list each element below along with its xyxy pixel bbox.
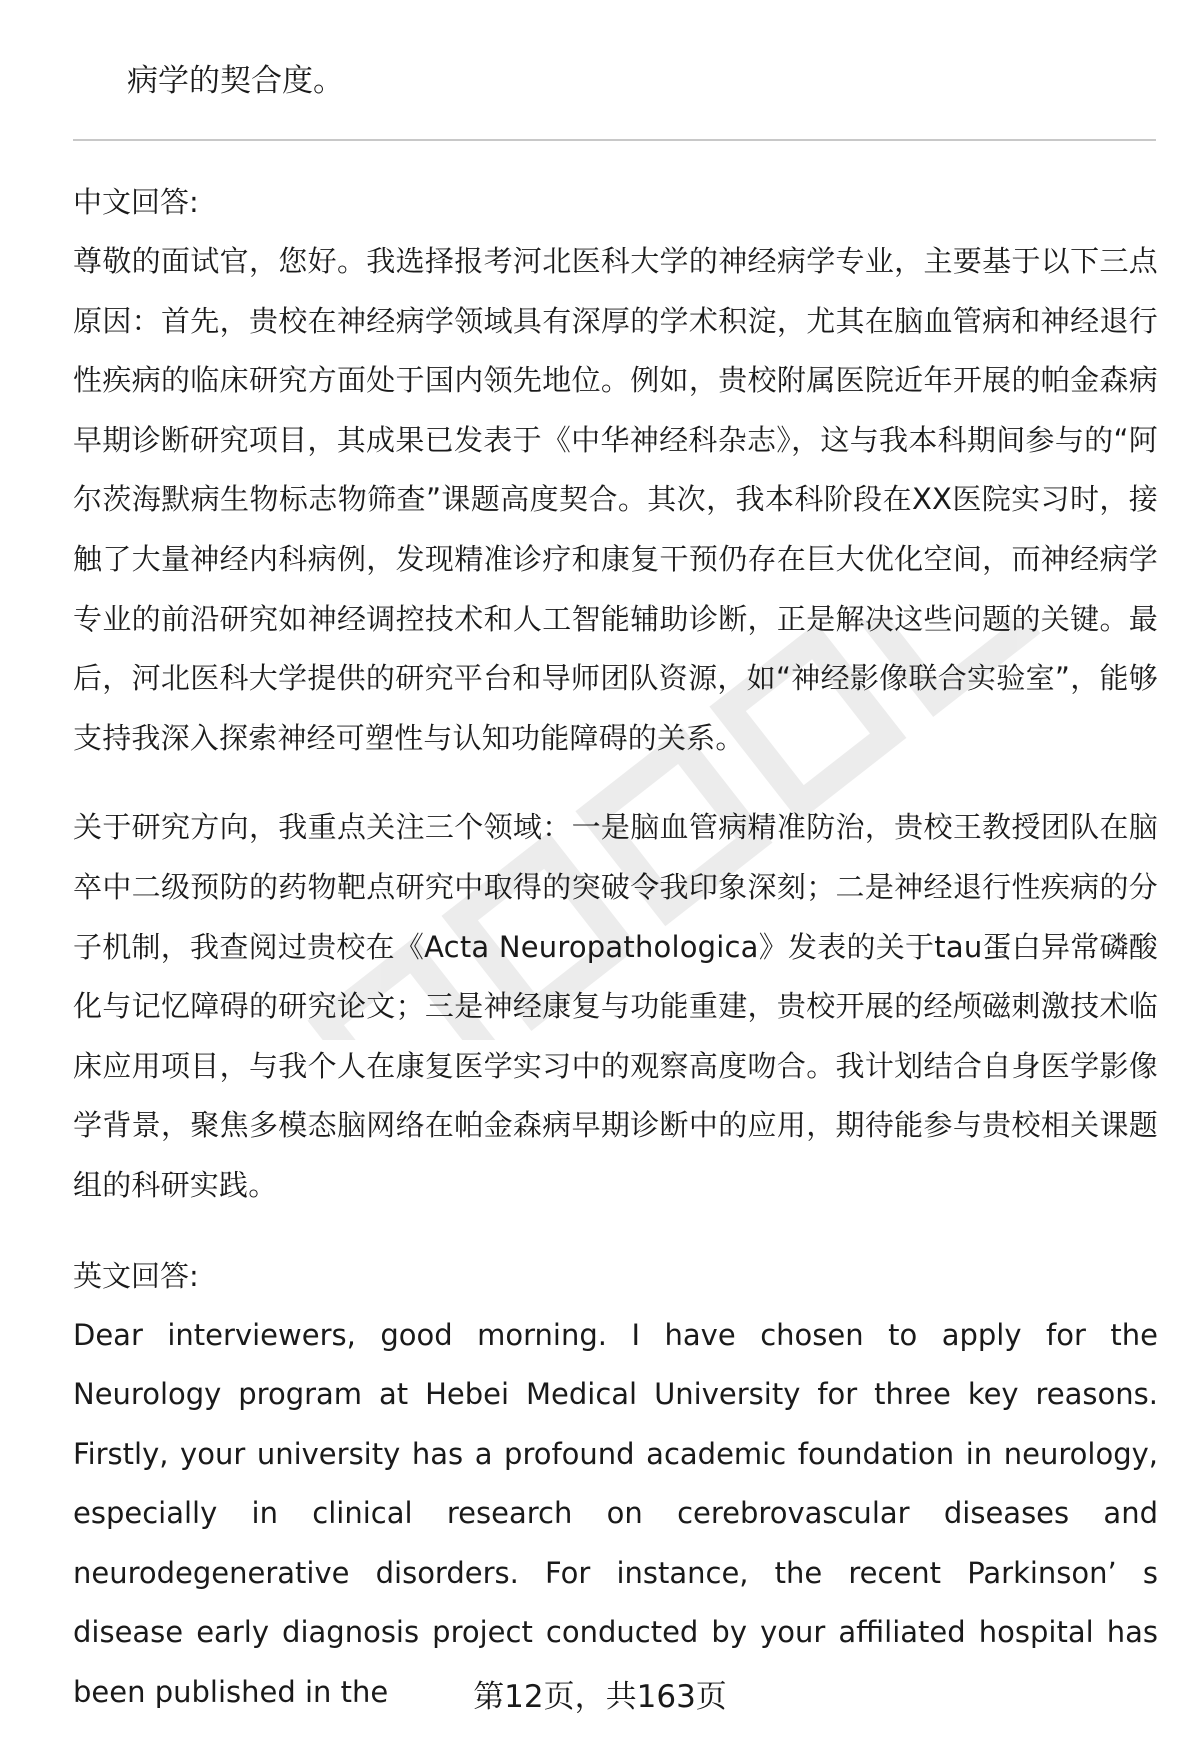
chinese-answer-label: 中文回答: xyxy=(73,185,199,219)
chinese-answer-paragraph-1: 尊敬的面试官，您好。我选择报考河北医科大学的神经病学专业，主要基于以下三点原因：首先，贵校在神经病学领域具有深厚的学术积淀，尤其在脑血管病和神经退行性疾病的临床研究方面处于国内领先地位。例如，贵校附属医院近年开展的帕金森病早期诊断研究项目，其成果已发表于《中华神经科杂志》，这与我本科期间参与的“阿尔茨海默病生物标志物筛查”课题高度契合。其次，我本科阶段在XX医院实习时，接触了大量神经内科病例，发现精准诊疗和康复干预仍存在巨大优化空间，而神经病学专业的前沿研究如神经调控技术和人工智能辅助诊断，正是解决这些问题的关键。最后，河北医科大学提供的研究平台和导师团队资源，如“神经影像联合实验室”，能够支持我深入探索神经可塑性与认知功能障碍的关系。 xyxy=(73,244,1158,755)
english-answer-label: 英文回答: xyxy=(73,1258,199,1293)
page-number: 第12页，共163页 xyxy=(473,1679,727,1715)
english-answer-paragraph-1: Dear interviewers, good morning. I have chosen to apply for the Neurology program at Hebei Medical University for three key reasons. Firstly, your university has a profound academic foundation in neurology, especially in clinical research on cerebrovascular diseases and neurodegenerative disorders. For instance, the recent Parkinson’ s disease early diagnosis project conducted by your affiliated hospital has been published in the xyxy=(73,1317,1158,1710)
chinese-answer-paragraph-2: 关于研究方向，我重点关注三个领域：一是脑血管病精准防治，贵校王教授团队在脑卒中二级预防的药物靶点研究中取得的突破令我印象深刻；二是神经退行性疾病的分子机制，我查阅过贵校在《Acta Neuropathologica》发表的关于tau蛋白异常磷酸化与记忆障碍的研究论文；三是神经康复与功能重建，贵校开展的经颅磁刺激技术临床应用项目，与我个人在康复医学实习中的观察高度吻合。我计划结合自身医学影像学背景，聚焦多模态脑网络在帕金森病早期诊断中的应用，期待能参与贵校相关课题组的科研实践。 xyxy=(73,810,1158,1202)
answer-content xyxy=(73,172,1158,1723)
section-divider xyxy=(73,139,1156,141)
continued-text: 病学的契合度。 xyxy=(127,63,344,99)
